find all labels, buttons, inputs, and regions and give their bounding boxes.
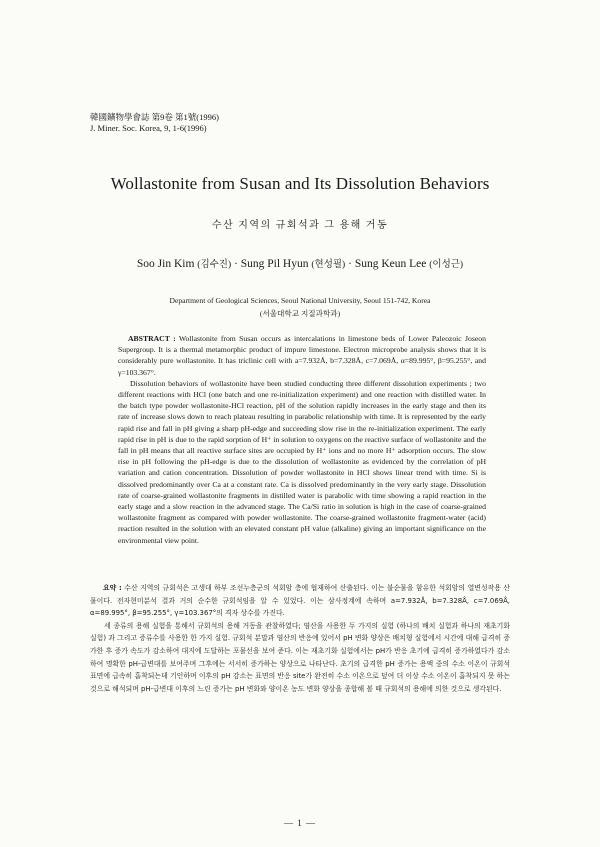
author-name: Sung Pil Hyun xyxy=(240,258,309,270)
affiliation-korean: (서울대학교 지질과학과) xyxy=(259,309,341,318)
abstract-english xyxy=(118,333,486,546)
affiliation-english: Department of Geological Sciences, Seoul National University, Seoul 151-742, Korea xyxy=(169,296,431,305)
author-name-korean: (김수진) xyxy=(197,260,232,270)
journal-citation-english: J. Miner. Soc. Korea, 9, 1-6(1996) xyxy=(90,123,207,133)
journal-header xyxy=(90,112,219,134)
korean-abstract-label: 요약 : xyxy=(103,584,122,592)
abstract-paragraph xyxy=(118,333,486,378)
paper-title-korean: 수산 지역의 규회석과 그 용해 거동 xyxy=(211,220,389,231)
author-separator: · xyxy=(345,258,355,270)
paper-title: Wollastonite from Susan and Its Dissolution Behaviors xyxy=(110,174,490,193)
author-name: Soo Jin Kim xyxy=(136,258,195,270)
author-name: Sung Keun Lee xyxy=(354,258,427,270)
korean-abstract-paragraph: 세 종류의 용해 실험을 통해서 규회석의 용해 거동을 관찰하였다; 염산을 사용한 두 가지의 실험 (하나의 배치 실험과 하나의 재초기화 실험) 과 그리고 증류수를 사용한 한 가지 실험. 규회석 분말과 염산의 반응에 있어서 pH 변화 양상은 배치형 실험에서 시간에 대해 급격히 증가한 후 증가 속도가 감소하여 대지에 도달하는 포물선을 보여 준다. 이는 재초기화 실험에서는 pH가 반응 초기에 급격히 증가하였다가 감소하여 명확한 pH-급변대를 보여주며 그후에는 서서히 증가하는 양상으로 나타난다. 초기의 급격한 pH 증가는 용액 중의 수소 이온이 규회석 표면에 급속히 흡착되는데 기인하며 이후의 pH 감소는 표면의 반응 site가 완전히 수소 이온으로 덮여 더 이상 수소 이온이 흡착되지 못 하는 것으로 해석되며 pH-급변대 이후의 느린 증가는 pH 변화와 양이온 농도 변화 양상을 종합해 볼 때 규회석의 용해에 의한 것으로 생각된다. xyxy=(90,621,510,693)
journal-citation-korean: 韓國鑛物學會誌 第9卷 第1號(1996) xyxy=(90,112,219,122)
abstract-korean xyxy=(90,582,510,695)
abstract-paragraph: Dissolution behaviors of wollastonite have been studied conducting three different dissolution experiments ; two different reactions with HCl (one batch and one re-initialization experiment) and one reaction with distilled water. In the batch type powder wollastonite-HCl reaction, pH of the solution rapidly increases in the early stage and then its rate of increase slows down to reach plateau resulting in parabolic relationship with time. It is represented by the early rapid rise and fall in pH giving a sharp pH-edge and succeeding slow rise in the re-initialization experiment. The early rapid rise in pH is due to the rapid sorption of H⁺ in solution to oxygens on the reactive surface of wollastonite and the fall in pH means that all reactive surface sites are occupied by H⁺ ions and no more H⁺ adsorption occurs. The slow rise in pH following the pH-edge is due to the dissolution of wollastonite as evidenced by the correlation of pH variation and cation concentration. Dissolution of powder wollastonite in HCl shows linear trend with time. Si is dissolved predominantly over Ca at a constant rate. Ca is dissolved predominantly in the very early stage. Dissolution rate of coarse-grained wollastonite fragments in distilled water is parabolic with time showing a rapid reaction in the early stage and a slow reaction in the advanced stage. The Ca/Si ratio in solution is high in the case of coarse-grained wollastonite fragment as compared with powder wollastonite. The coarse-grained wollastonite fragment-water (acid) reaction resulted in the solution with an elevated constant pH value (alkaline) giving an important significance on the environmental view point. xyxy=(118,378,486,545)
author-name-korean: (이성근) xyxy=(429,260,464,270)
author-name-korean: (현성필) xyxy=(311,260,346,270)
author-separator: · xyxy=(231,258,241,270)
page-number: — 1 — xyxy=(284,818,316,828)
abstract-text: Wollastonite from Susan occurs as intercalations in limestone beds of Lower Paleozoic Joseon Supergroup. It is a thermal metamorphic product of impure limestone. Electron microprobe analysis shows that it is considerably pure wollastonite. It has triclinic cell with a=7.932Å, b=7.328Å, c=7.069Å, α=89.995°, β=95.255°, and γ=103.367°. xyxy=(118,334,486,377)
author-list xyxy=(0,256,600,270)
korean-abstract-paragraph xyxy=(90,582,510,620)
korean-abstract-text: 수산 지역의 규회석은 고생대 하부 조선누층군의 석회암 층에 협재하여 산출된다. 이는 불순물을 함유한 석회암의 열변성작용 산물이다. 전자현미분석 결과 거의 순수한 규회석임을 알 수 있었다. 이는 삼사정계에 속하며 a=7.932Å, b=7.328Å, c=7.069Å, α=89.995°, β=95.255°, γ=103.367°의 격자 상수를 가진다. xyxy=(90,584,511,618)
abstract-label: ABSTRACT : xyxy=(128,334,176,343)
affiliation xyxy=(0,294,600,320)
